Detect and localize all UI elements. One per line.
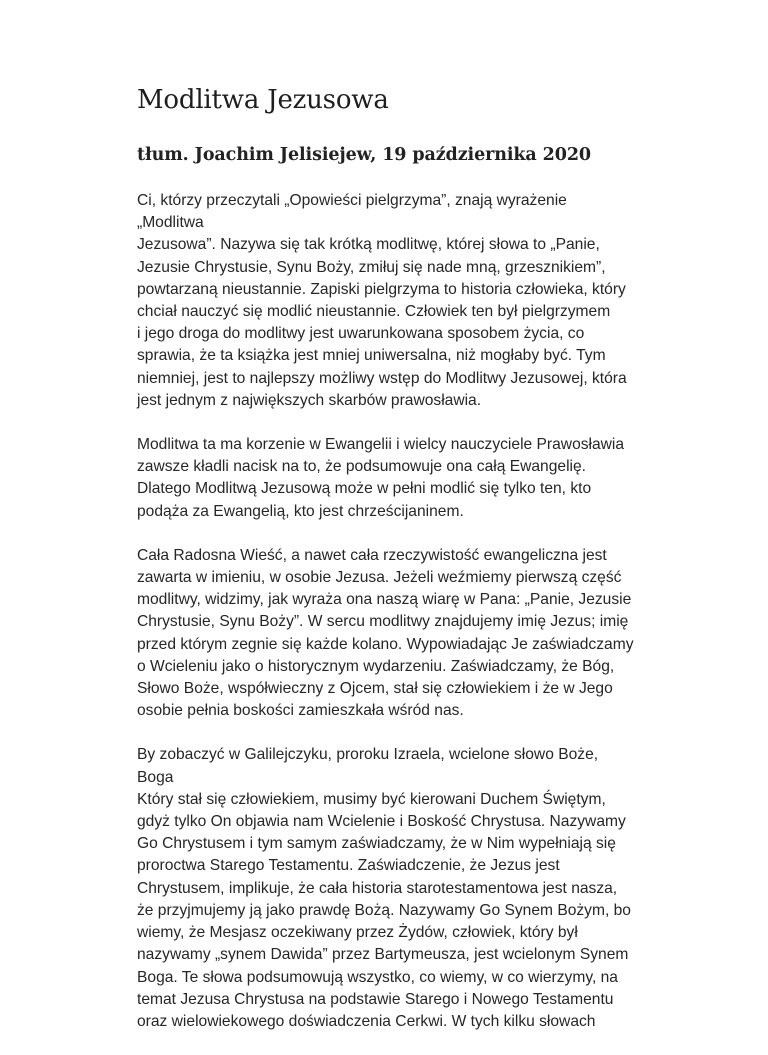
article-title: Modlitwa Jezusowa [137, 85, 389, 115]
paragraph: Ci, którzy przeczytali „Opowieści pielgrzyma”, znają wyrażenie „Modlitwa Jezusowa”. Nazywa się tak krótką modlitwę, której słowa to „Panie, Jezusie Chrystusie, Synu Boży, zmiłuj się nade mną, grzesznikiem”, powtarzaną nieustannie. Zapiski pielgrzyma to historia człowieka, który chciał nauczyć się modlić nieustannie. Człowiek ten był pielgrzymem i jego droga do modlitwy jest uwarunkowana sposobem życia, co sprawia, że ta książka jest mniej uniwersalna, niż mogłaby być. Tym niemniej, jest to najlepszy możliwy wstęp do Modlitwy Jezusowej, która jest jednym z największych skarbów prawosławia. [137, 192, 627, 409]
article [137, 84, 637, 1055]
paragraph: Modlitwa ta ma korzenie w Ewangelii i wielcy nauczyciele Prawosławia zawsze kładli nacisk na to, że podsumowuje ona całą Ewangelię. Dlatego Modlitwą Jezusową może w pełni modlić się tylko ten, kto podąża za Ewangelią, kto jest chrześcijaninem. [137, 436, 625, 520]
article-body [137, 190, 637, 1033]
article-byline: tłum. Joachim Jelisiejew, 19 października 2020 [137, 145, 591, 165]
paragraph: By zobaczyć w Galilejczyku, proroku Izraela, wcielone słowo Boże, Boga Który stał się człowiekiem, musimy być kierowani Duchem Świętym, gdyż tylko On objawia nam Wcielenie i Boskość Chrystusa. Nazywamy Go Chrystusem i tym samym zaświadczamy, że w Nim wypełniają się proroctwa Starego Testamentu. Zaświadczenie, że Jezus jest Chrystusem, implikuje, że cała historia starotestamentowa jest nasza, że przyjmujemy ją jako prawdę Bożą. Nazywamy Go Synem Bożym, bo wiemy, że Mesjasz oczekiwany przez Żydów, człowiek, który był nazywamy „synem Dawida” przez Bartymeusza, jest wcielonym Synem Boga. Te słowa podsumowują wszystko, co wiemy, w co wierzymy, na temat Jezusa Chrystusa na podstawie Starego i Nowego Testamentu oraz wielowiekowego doświadczenia Cerkwi. W tych kilku słowach [137, 746, 631, 1030]
paragraph: Cała Radosna Wieść, a nawet cała rzeczywistość ewangeliczna jest zawarta w imieniu, w osobie Jezusa. Jeżeli weźmiemy pierwszą część modlitwy, widzimy, jak wyraża ona naszą wiarę w Pana: „Panie, Jezusie Chrystusie, Synu Boży”. W sercu modlitwy znajdujemy imię Jezus; imię przed którym zegnie się każde kolano. Wypowiadając Je zaświadczamy o Wcieleniu jako o historycznym wydarzeniu. Zaświadczamy, że Bóg, Słowo Boże, współwieczny z Ojcem, stał się człowiekiem i że w Jego osobie pełnia boskości zamieszkała wśród nas. [137, 546, 634, 720]
